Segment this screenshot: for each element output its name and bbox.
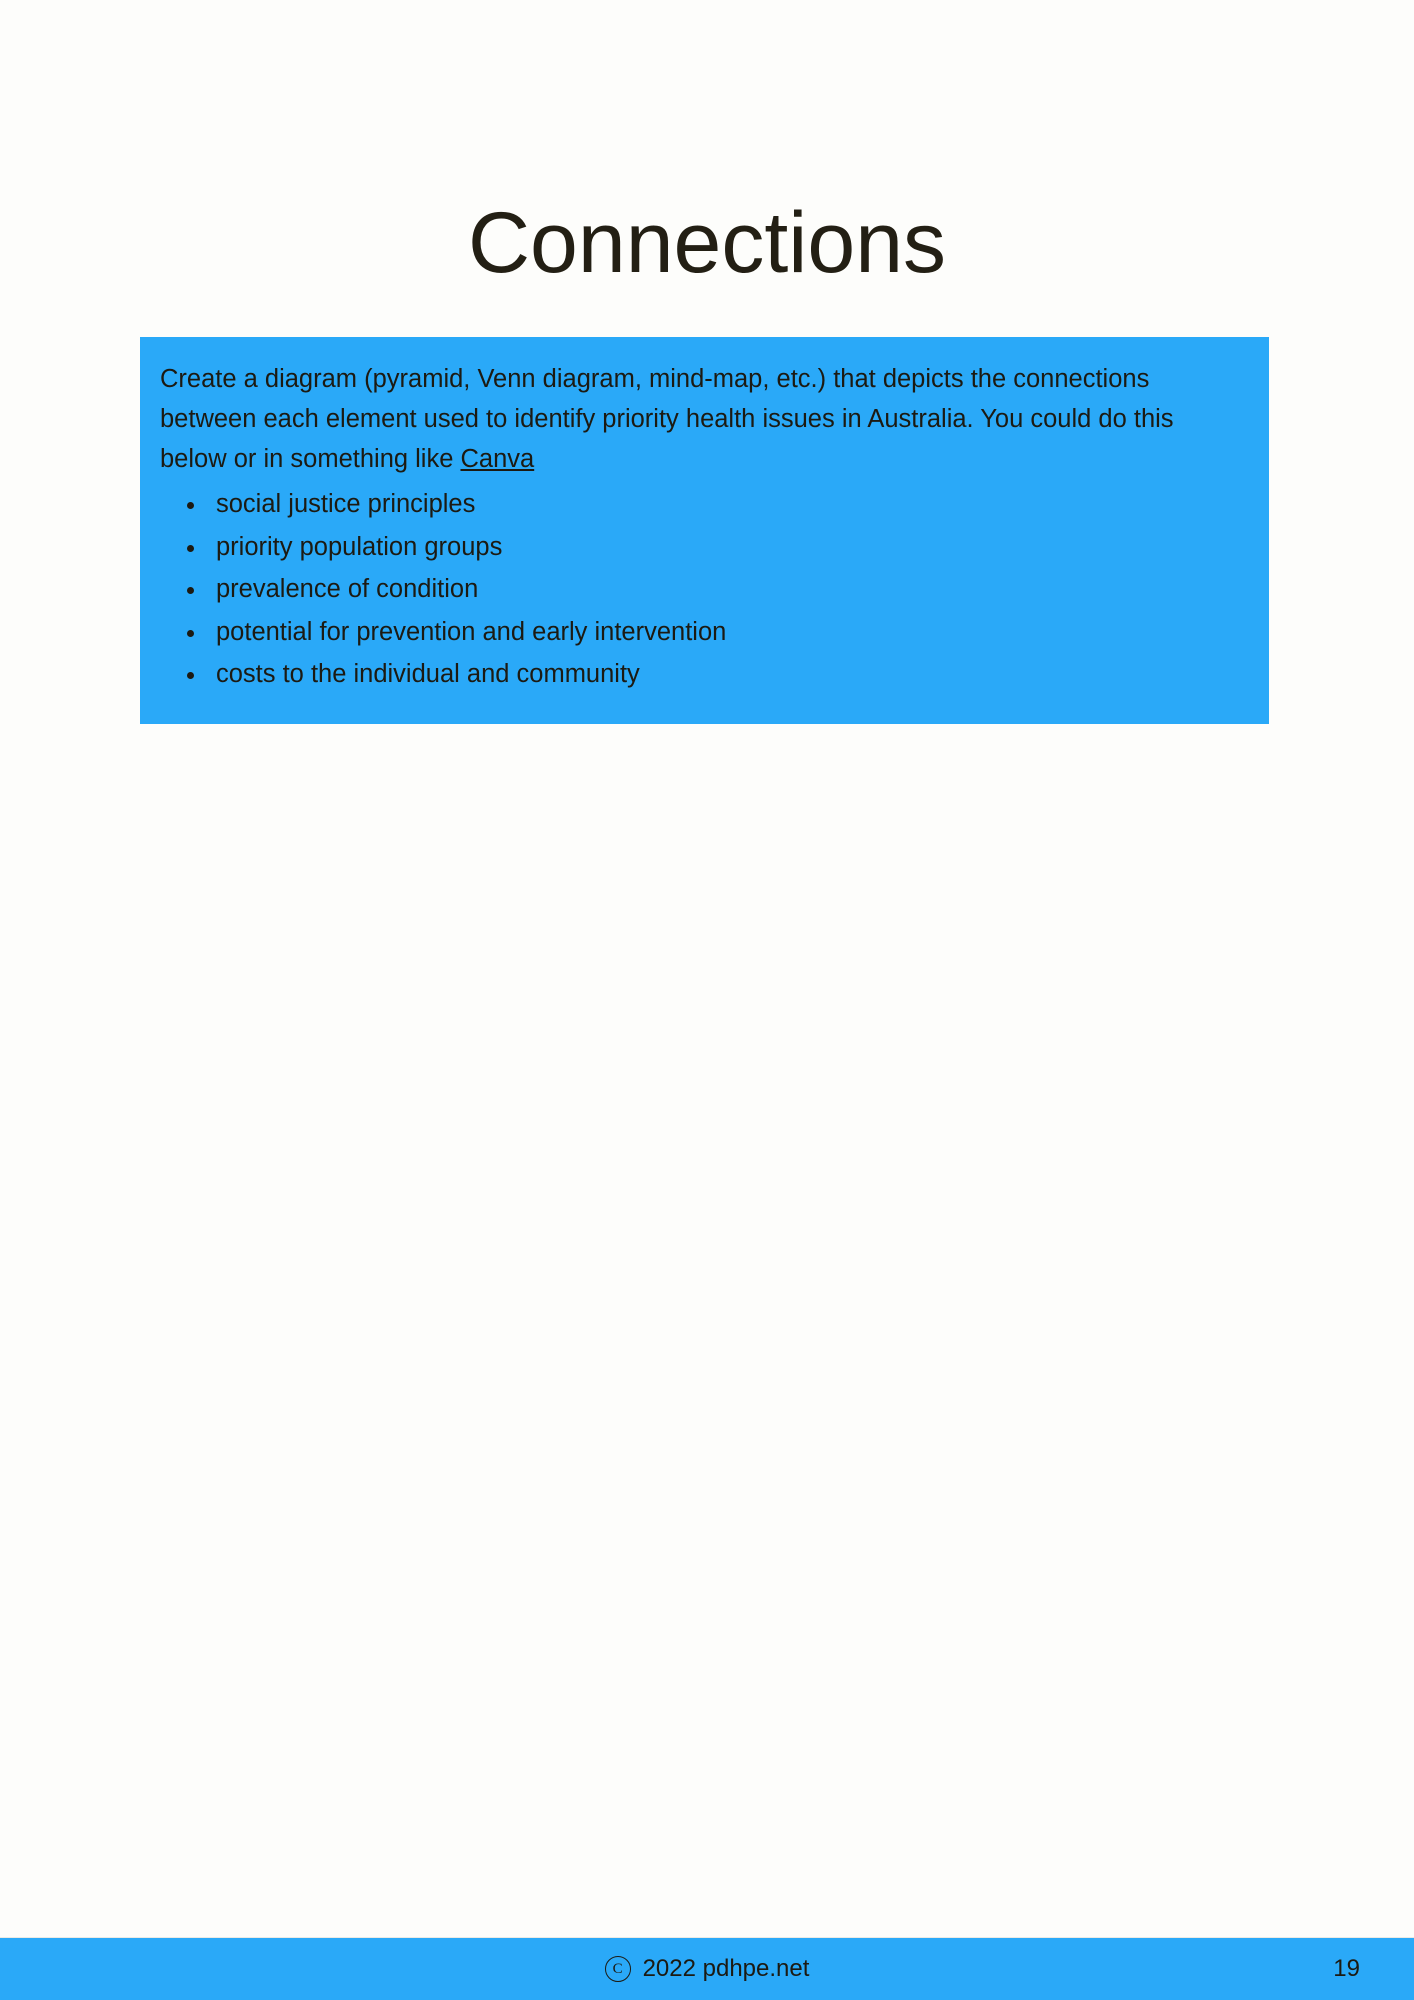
- activity-callout-box: [140, 337, 1269, 724]
- list-item: • prevalence of condition: [208, 570, 1259, 610]
- footer-bar: [0, 1938, 1414, 2000]
- footer-credit-text: 2022 pdhpe.net: [642, 1955, 810, 1982]
- copyright-icon: C: [605, 1956, 631, 1982]
- activity-instructions: [150, 359, 1259, 479]
- list-item: • social justice principles: [208, 485, 1259, 525]
- list-item: • costs to the individual and community: [208, 655, 1259, 695]
- canva-link[interactable]: Canva: [460, 445, 535, 474]
- activity-bullet-list: [150, 485, 1259, 695]
- page-number: 19: [1333, 1955, 1360, 1982]
- page-title: Connections: [467, 194, 947, 291]
- activity-instructions-text: Create a diagram (pyramid, Venn diagram, mind-map, etc.) that depicts the connections between each element used to identify priority health issues in Australia. You could do this below or in something like: [160, 365, 1174, 474]
- list-item: • priority population groups: [208, 528, 1259, 568]
- footer-credit: [605, 1955, 810, 1983]
- list-item: • potential for prevention and early intervention: [208, 613, 1259, 653]
